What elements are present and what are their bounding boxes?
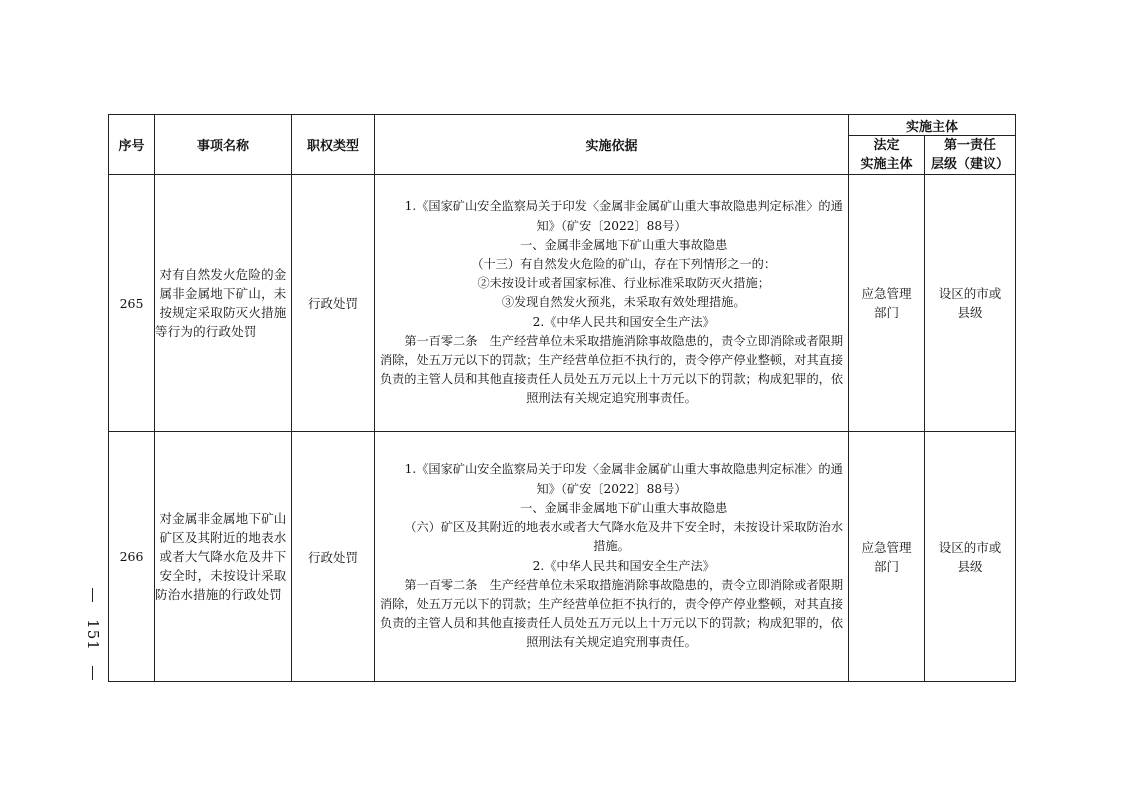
basis-paragraph: 一、金属非金属地下矿山重大事故隐患 bbox=[520, 500, 728, 515]
row-power-type: 行政处罚 bbox=[292, 432, 375, 682]
basis-paragraph: 第一百零二条 生产经营单位未采取措施消除事故隐患的，责令立即消除或者限期消除，处五万元以下的罚款；生产经营单位拒不执行的，责令停产停业整顿，对其直接负责的主管人员和其他直接责任人员处五万元以上十万元以下的罚款；构成犯罪的，依照刑法有关规定追究刑事责任。 bbox=[379, 333, 844, 406]
header-legal-subject-line1: 法定 bbox=[873, 138, 900, 153]
header-power-type: 职权类型 bbox=[292, 115, 375, 175]
header-legal-subject bbox=[849, 136, 925, 175]
page-number-dash-bottom bbox=[92, 666, 93, 680]
row-basis bbox=[375, 432, 849, 682]
basis-paragraph: （六）矿区及其附近的地表水或者大气降水危及井下安全时，未按设计采取防治水措施。 bbox=[404, 520, 844, 554]
basis-paragraph: 2.《中华人民共和国安全生产法》 bbox=[532, 314, 715, 329]
header-subject: 实施主体 bbox=[849, 115, 1016, 136]
page-number: 151 bbox=[84, 619, 102, 651]
row-entity: 应急管理部门 bbox=[861, 539, 912, 574]
header-first-resp-line1: 第一责任 bbox=[944, 138, 997, 153]
header-item-name: 事项名称 bbox=[155, 115, 292, 175]
row-level: 设区的市或县级 bbox=[938, 286, 1002, 320]
row-entity-cell bbox=[849, 175, 925, 432]
row-seq: 265 bbox=[109, 175, 155, 432]
table-row bbox=[109, 175, 1016, 432]
page-number-marker bbox=[86, 588, 100, 680]
basis-paragraph: 2.《中华人民共和国安全生产法》 bbox=[532, 558, 715, 573]
row-power-type: 行政处罚 bbox=[292, 175, 375, 432]
basis-paragraph: 一、金属非金属地下矿山重大事故隐患 bbox=[520, 237, 728, 252]
row-entity-cell bbox=[849, 432, 925, 682]
basis-paragraph: ③发现自然发火预兆，未采取有效处理措施。 bbox=[501, 295, 746, 310]
header-seq: 序号 bbox=[109, 115, 155, 175]
row-entity: 应急管理部门 bbox=[861, 286, 912, 320]
row-level-cell bbox=[925, 432, 1016, 682]
row-level: 设区的市或县级 bbox=[938, 539, 1002, 574]
row-seq: 266 bbox=[109, 432, 155, 682]
basis-paragraph: 1.《国家矿山安全监察局关于印发〈金属非金属矿山重大事故隐患判定标准〉的通知》（矿安〔2022〕88号） bbox=[404, 199, 843, 233]
row-basis bbox=[375, 175, 849, 432]
page-number-dash-top bbox=[92, 588, 93, 602]
basis-paragraph: ②未按设计或者国家标准、行业标准采取防灭火措施； bbox=[477, 276, 770, 291]
row-item-name: 对金属非金属地下矿山矿区及其附近的地表水或者大气降水危及井下安全时，未按设计采取防治水措施的行政处罚 bbox=[155, 432, 292, 682]
header-first-resp-line2: 层级（建议） bbox=[931, 157, 1010, 172]
basis-paragraph: 1.《国家矿山安全监察局关于印发〈金属非金属矿山重大事故隐患判定标准〉的通知》（矿安〔2022〕88号） bbox=[404, 462, 843, 496]
header-basis: 实施依据 bbox=[375, 115, 849, 175]
header-first-responsibility bbox=[925, 136, 1016, 175]
header-legal-subject-line2: 实施主体 bbox=[860, 157, 913, 172]
administrative-power-table bbox=[108, 114, 1016, 682]
basis-paragraph: 第一百零二条 生产经营单位未采取措施消除事故隐患的，责令立即消除或者限期消除，处五万元以下的罚款；生产经营单位拒不执行的，责令停产停业整顿，对其直接负责的主管人员和其他直接责任人员处五万元以上十万元以下的罚款；构成犯罪的，依照刑法有关规定追究刑事责任。 bbox=[379, 577, 844, 650]
row-level-cell bbox=[925, 175, 1016, 432]
table-row bbox=[109, 432, 1016, 682]
row-item-name: 对有自然发火危险的金属非金属地下矿山，未按规定采取防灭火措施等行为的行政处罚 bbox=[155, 175, 292, 432]
basis-paragraph: （十三）有自然发火危险的矿山，存在下列情形之一的： bbox=[471, 256, 777, 271]
